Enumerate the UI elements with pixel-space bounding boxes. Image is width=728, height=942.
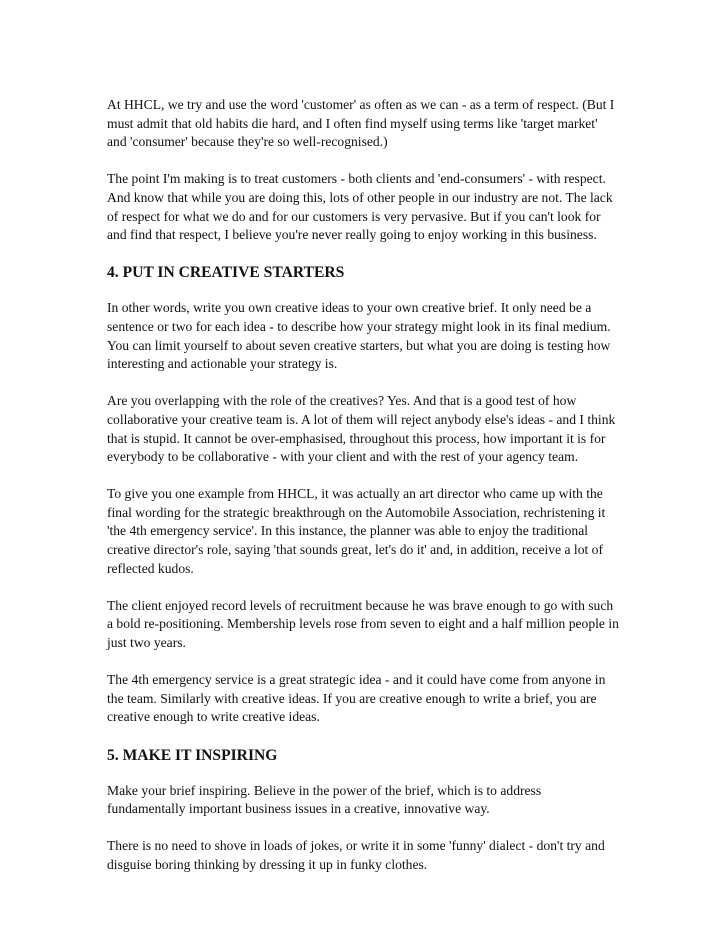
section-heading-make-it-inspiring: 5. MAKE IT INSPIRING [107,746,278,764]
paragraph-overlapping-creatives: Are you overlapping with the role of the creatives? Yes. And that is a good test of how collaborative your creative team is. A lot of them will reject anybody else's ideas - and I think that is stupid. It cannot be over-emphasised, throughout this process, how important it is for everybody to be collaborative - with your client and with the rest of your agency team. [107,393,616,465]
paragraph-make-brief-inspiring: Make your brief inspiring. Believe in the power of the brief, which is to address fundamentally important business issues in a creative, innovative way. [107,782,542,817]
paragraph-4th-emergency-service: The 4th emergency service is a great strategic idea - and it could have come from anyone in the team. Similarly with creative ideas. If you are creative enough to write a brief, you are creative enough to write creative ideas. [107,672,606,725]
paragraph-treat-customers: The point I'm making is to treat customers - both clients and 'end-consumers' - with respect. And know that while you are doing this, lots of other people in our industry are not. The lack of respect for what we do and for our customers is very pervasive. But if you can't look for and find that respect, I believe you're never really going to enjoy working in this business. [107,171,613,243]
document-page [107,96,619,893]
paragraph-hhcl-example: To give you one example from HHCL, it was actually an art director who came up with the final wording for the strategic breakthrough on the Automobile Association, rechristening it 'the 4th emergency service'. In this instance, the planner was able to enjoy the traditional creative director's role, saying 'that sounds great, let's do it' and, in addition, receive a lot of reflected kudos. [107,486,606,576]
section-heading-creative-starters: 4. PUT IN CREATIVE STARTERS [107,264,345,282]
paragraph-record-recruitment: The client enjoyed record levels of recruitment because he was brave enough to go with such a bold re-positioning. Membership levels rose from seven to eight and a half million people in just two years. [107,597,619,651]
paragraph-no-jokes: There is no need to shove in loads of jokes, or write it in some 'funny' dialect - don't try and disguise boring thinking by dressing it up in funky clothes. [107,838,605,872]
paragraph-creative-ideas: In other words, write you own creative ideas to your own creative brief. It only need be a sentence or two for each idea - to describe how your strategy might look in its final medium. You can limit yourself to about seven creative starters, but what you are doing is testing how interesting and actionable your strategy is. [107,300,611,372]
paragraph-customer-respect-term: At HHCL, we try and use the word 'customer' as often as we can - as a term of respect. (But I must admit that old habits die hard, and I often find myself using terms like 'target market' and 'consumer' because they're so well-recognised.) [107,97,615,150]
